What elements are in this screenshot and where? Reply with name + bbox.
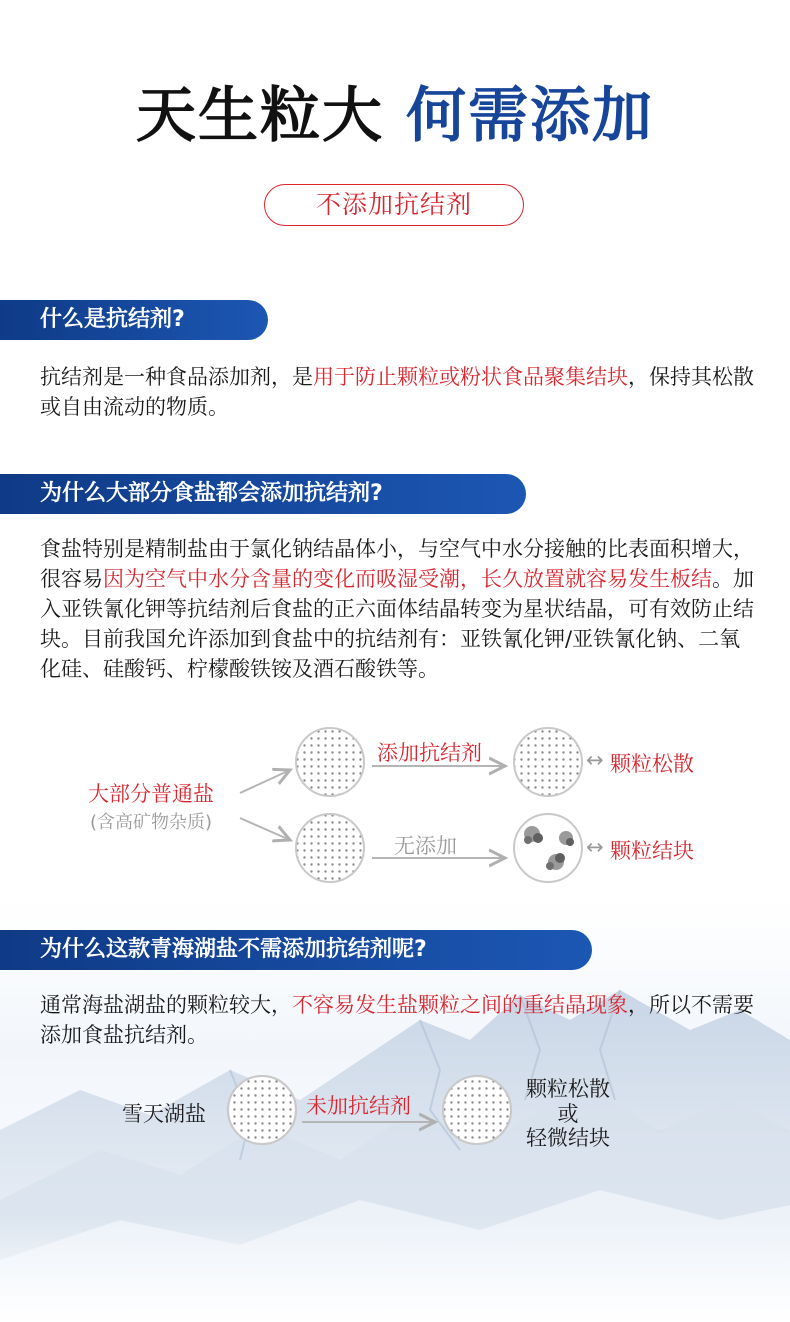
lake-salt-circle	[228, 1076, 296, 1144]
diagram1-source-label: 大部分普通盐	[88, 782, 214, 806]
text-part: ，保持其松散或自由流动的物质。	[40, 365, 754, 419]
text-part: 通常海盐湖盐的颗粒较大，	[40, 993, 292, 1017]
diagram1-result-clump: 颗粒结块	[610, 839, 694, 863]
diagram2-result-line1: 颗粒松散	[526, 1077, 610, 1101]
diagram2-source-label: 雪天湖盐	[122, 1102, 206, 1126]
section-heading-why-added: 为什么大部分食盐都会添加抗结剂?	[0, 474, 526, 514]
diagram2-result-line2: 或	[557, 1102, 579, 1126]
text-part: ，所以不需要添加食盐抗结剂。	[40, 993, 754, 1047]
hero-title-black: 天生粒大	[136, 81, 384, 151]
diagram1-source-note: (含高矿物杂质)	[90, 812, 213, 833]
section-heading-why-not-needed: 为什么这款青海湖盐不需添加抗结剂呢?	[0, 930, 592, 970]
diagram1-without-additive: 无添加	[394, 834, 457, 858]
hero-title-blue: 何需添加	[406, 81, 654, 151]
no-anticaking-badge: 不添加抗结剂	[264, 184, 524, 226]
text-part: 抗结剂是一种食品添加剂，是	[40, 365, 313, 389]
highlight-text: 用于防止颗粒或粉状食品聚集结块	[313, 365, 628, 389]
result-salt-circle	[443, 1076, 511, 1144]
highlight-text: 因为空气中水分含量的变化而吸湿受潮，长久放置就容易发生板结	[103, 567, 712, 591]
diagram1-with-additive: 添加抗结剂	[377, 741, 482, 765]
diagram2-result-line3: 轻微结块	[526, 1126, 610, 1150]
diagram1-result-loose: 颗粒松散	[610, 752, 694, 776]
text-part: 食盐特别是精制盐由于氯化钠结晶体小，与空气中水分接触的比表面积增大，很容易	[40, 537, 754, 591]
highlight-text: 不容易发生盐颗粒之间的重结晶现象	[292, 993, 628, 1017]
diagram2-process: 未加抗结剂	[306, 1094, 411, 1118]
section-heading-what-is: 什么是抗结剂?	[0, 300, 268, 340]
text-part: 。加入亚铁氰化钾等抗结剂后食盐的正六面体结晶转变为星状结晶，可有效防止结块。目前我国允许添加到食盐中的抗结剂有：亚铁氰化钾/亚铁氰化钠、二氧化硅、硅酸钙、柠檬酸铁铵及酒石酸铁等。	[40, 567, 754, 681]
double-arrow-icon: ↔	[586, 835, 604, 859]
double-arrow-icon: ↔	[586, 748, 604, 772]
